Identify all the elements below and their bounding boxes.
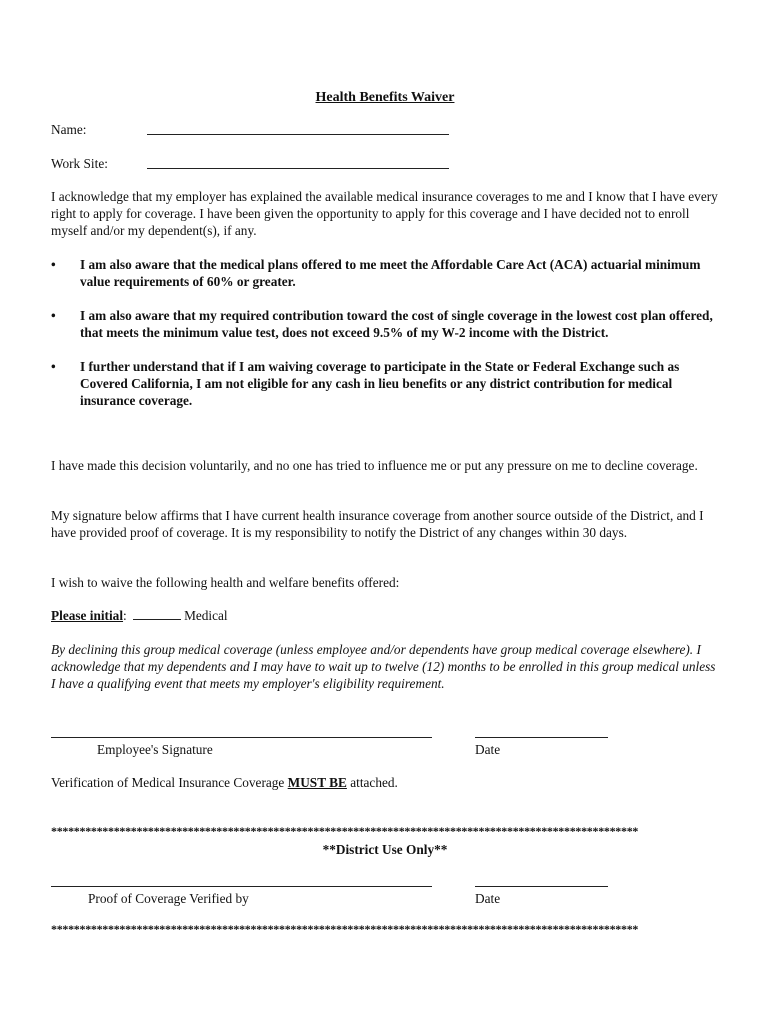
verification-text-end: attached. bbox=[346, 775, 398, 790]
initial-field[interactable] bbox=[133, 609, 181, 620]
signature-affirm-paragraph: My signature below affirms that I have current health insurance coverage from another source outside of the District, and I have provided proof of coverage. It is my responsibility to notify the District of any changes within 30 days. bbox=[51, 508, 704, 540]
list-item bbox=[51, 256, 723, 290]
acknowledgement-list bbox=[51, 256, 723, 426]
employee-date-line[interactable] bbox=[475, 737, 608, 738]
proof-verified-label: Proof of Coverage Verified by bbox=[88, 891, 249, 906]
bullet-text: I am also aware that the medical plans offered to me meet the Affordable Care Act (ACA) actuarial minimum value requirements of 60% or greater. bbox=[80, 257, 701, 289]
date-label: Date bbox=[475, 742, 501, 757]
employee-signature-label: Employee's Signature bbox=[97, 742, 213, 757]
waive-intro: I wish to waive the following health and welfare benefits offered: bbox=[51, 575, 400, 590]
verification-note bbox=[51, 774, 723, 791]
list-item bbox=[51, 307, 723, 341]
proof-date-label: Date bbox=[475, 891, 501, 906]
separator-stars-top: ******************************************************************************************************* bbox=[51, 824, 639, 838]
separator-stars-bottom: ******************************************************************************************************* bbox=[51, 922, 639, 936]
employee-signature-line[interactable] bbox=[51, 737, 432, 738]
name-field[interactable] bbox=[147, 134, 449, 135]
initial-row bbox=[51, 607, 723, 624]
verification-text: Verification of Medical Insurance Coverage bbox=[51, 775, 288, 790]
bullet-icon: • bbox=[51, 359, 56, 374]
list-item bbox=[51, 358, 723, 409]
worksite-label: Work Site: bbox=[51, 156, 108, 171]
initial-label: Please initial bbox=[51, 608, 124, 623]
intro-paragraph: I acknowledge that my employer has explained the available medical insurance coverages to me and I know that I have every right to apply for coverage. I have been given the opportunity to apply for this coverage and I have decided not to enroll myself and/or my dependent(s), if any. bbox=[51, 189, 718, 238]
bullet-text: I am also aware that my required contribution toward the cost of single coverage in the lowest cost plan offered, that meets the minimum value test, does not exceed 9.5% of my W-2 income with the District. bbox=[80, 308, 713, 340]
document-title: Health Benefits Waiver bbox=[315, 90, 455, 105]
name-label: Name: bbox=[51, 122, 87, 137]
initial-colon: : bbox=[123, 608, 127, 623]
bullet-text: I further understand that if I am waiving coverage to participate in the State or Federal Exchange such as Covered California, I am not eligible for any cash in lieu benefits or any district contribution for medical insurance coverage. bbox=[80, 359, 680, 408]
proof-date-line[interactable] bbox=[475, 886, 608, 887]
voluntary-paragraph: I have made this decision voluntarily, and no one has tried to influence me or put any pressure on me to decline coverage. bbox=[51, 458, 698, 473]
worksite-field[interactable] bbox=[147, 168, 449, 169]
bullet-icon: • bbox=[51, 257, 56, 272]
proof-verified-line[interactable] bbox=[51, 886, 432, 887]
verification-emphasis: MUST BE bbox=[287, 775, 347, 790]
declining-note: By declining this group medical coverage (unless employee and/or dependents have group medical coverage elsewhere). I acknowledge that my dependents and I may have to wait up to twelve (12) months to be enrolled in this group medical unless I have a qualifying event that meets my employer's eligibility requirement. bbox=[51, 642, 716, 691]
initial-option: Medical bbox=[184, 608, 228, 623]
district-use-heading: **District Use Only** bbox=[322, 842, 448, 857]
bullet-icon: • bbox=[51, 308, 56, 323]
